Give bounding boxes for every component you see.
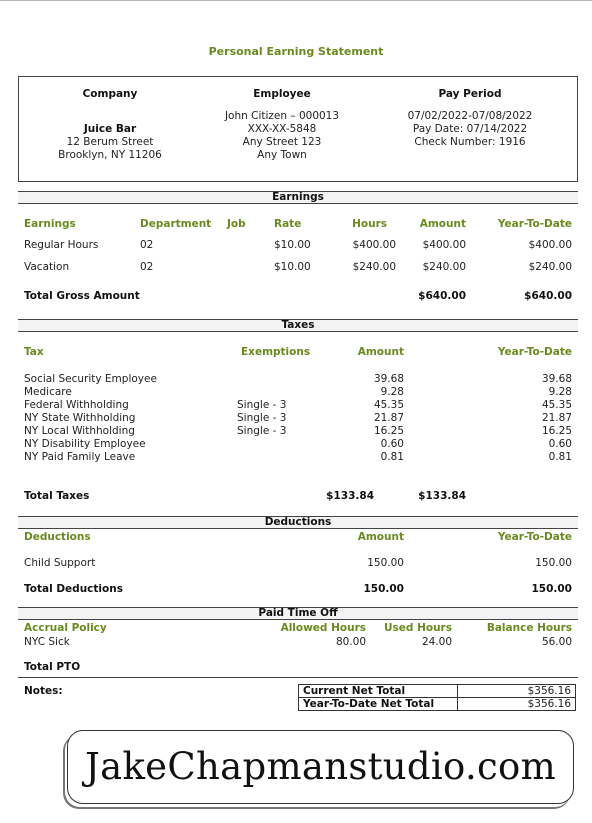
tax-ytd: 16.25 bbox=[541, 425, 572, 437]
total-pto-label: Total PTO bbox=[24, 661, 81, 673]
earnings-col-job: Job bbox=[227, 218, 246, 230]
company-address-line1: 12 Berum Street bbox=[66, 136, 154, 148]
pto-allowed: 80.00 bbox=[335, 636, 366, 648]
tax-exemptions: Single - 3 bbox=[237, 412, 287, 424]
total-gross-label: Total Gross Amount bbox=[24, 290, 140, 302]
tax-name: NY Local Withholding bbox=[24, 425, 135, 437]
tax-amount: 16.25 bbox=[373, 425, 404, 437]
tax-ytd: 21.87 bbox=[541, 412, 572, 424]
tax-amount: 9.28 bbox=[380, 386, 404, 398]
earnings-amount: $240.00 bbox=[422, 261, 466, 273]
earnings-amount: $400.00 bbox=[422, 239, 466, 251]
earnings-name: Vacation bbox=[24, 261, 70, 273]
tax-name: Federal Withholding bbox=[24, 399, 129, 411]
earnings-name: Regular Hours bbox=[24, 239, 99, 251]
tax-ytd: 0.60 bbox=[548, 438, 572, 450]
earnings-department: 02 bbox=[140, 261, 154, 273]
pto-bottom-rule bbox=[18, 677, 578, 678]
taxes-col-tax: Tax bbox=[24, 346, 44, 358]
employee-ssn: XXX-XX-5848 bbox=[247, 123, 317, 135]
net-total-table bbox=[298, 684, 576, 711]
deductions-col-ytd: Year-To-Date bbox=[497, 531, 572, 543]
total-deductions-ytd: 150.00 bbox=[531, 583, 572, 595]
notes-label: Notes: bbox=[24, 685, 63, 697]
employee-label: Employee bbox=[253, 88, 311, 100]
statement-title: Personal Earning Statement bbox=[208, 45, 384, 58]
employee-address-line2: Any Town bbox=[257, 149, 307, 161]
net-current-row bbox=[299, 685, 576, 698]
tax-ytd: 0.81 bbox=[548, 451, 572, 463]
pto-policy-name: NYC Sick bbox=[24, 636, 70, 648]
net-ytd-label: Year-To-Date Net Total bbox=[299, 698, 458, 711]
tax-ytd: 39.68 bbox=[541, 373, 572, 385]
total-taxes-label: Total Taxes bbox=[24, 490, 90, 502]
company-name: Juice Bar bbox=[83, 123, 137, 135]
earnings-rate: $10.00 bbox=[274, 239, 311, 251]
earnings-ytd: $240.00 bbox=[528, 261, 572, 273]
pay-period-range: 07/02/2022-07/08/2022 bbox=[407, 110, 533, 122]
deduction-amount: 150.00 bbox=[367, 557, 404, 569]
tax-name: NY State Withholding bbox=[24, 412, 136, 424]
tax-exemptions: Single - 3 bbox=[237, 425, 287, 437]
pay-period-label: Pay Period bbox=[438, 88, 502, 100]
company-address-line2: Brooklyn, NY 11206 bbox=[58, 149, 162, 161]
earnings-col-hours: Hours bbox=[352, 218, 387, 230]
total-gross-amount: $640.00 bbox=[418, 290, 466, 302]
taxes-col-exemptions: Exemptions bbox=[241, 346, 311, 358]
total-taxes-ytd: $133.84 bbox=[418, 490, 466, 502]
taxes-section-bar: Taxes bbox=[18, 319, 578, 332]
pto-col-allowed: Allowed Hours bbox=[280, 622, 366, 634]
net-ytd-row bbox=[299, 698, 576, 711]
tax-name: NY Paid Family Leave bbox=[24, 451, 136, 463]
tax-amount: 0.81 bbox=[380, 451, 404, 463]
pto-col-balance: Balance Hours bbox=[486, 622, 572, 634]
total-deductions-amount: 150.00 bbox=[363, 583, 404, 595]
pto-balance: 56.00 bbox=[541, 636, 572, 648]
earnings-ytd: $400.00 bbox=[528, 239, 572, 251]
tax-ytd: 9.28 bbox=[548, 386, 572, 398]
net-current-value: $356.16 bbox=[458, 685, 576, 698]
pto-col-used: Used Hours bbox=[384, 622, 452, 634]
tax-ytd: 45.35 bbox=[541, 399, 572, 411]
deductions-col-name: Deductions bbox=[24, 531, 91, 543]
tax-name: Social Security Employee bbox=[24, 373, 157, 385]
total-taxes-amount: $133.84 bbox=[326, 490, 374, 502]
net-ytd-value: $356.16 bbox=[458, 698, 576, 711]
employee-name: John Citizen – 000013 bbox=[224, 110, 340, 122]
taxes-col-amount: Amount bbox=[357, 346, 404, 358]
earnings-department: 02 bbox=[140, 239, 154, 251]
watermark-text: JakeChapmanstudio.com bbox=[84, 745, 557, 788]
earnings-hours: $400.00 bbox=[352, 239, 396, 251]
total-deductions-label: Total Deductions bbox=[24, 583, 123, 595]
earnings-col-rate: Rate bbox=[274, 218, 302, 230]
earnings-col-amount: Amount bbox=[419, 218, 466, 230]
deduction-name: Child Support bbox=[24, 557, 96, 569]
tax-name: NY Disability Employee bbox=[24, 438, 146, 450]
tax-amount: 21.87 bbox=[373, 412, 404, 424]
pto-col-policy: Accrual Policy bbox=[24, 622, 107, 634]
deductions-section-bar: Deductions bbox=[18, 516, 578, 529]
earnings-col-ytd: Year-To-Date bbox=[497, 218, 572, 230]
company-label: Company bbox=[82, 88, 138, 100]
earnings-hours: $240.00 bbox=[352, 261, 396, 273]
total-gross-ytd: $640.00 bbox=[524, 290, 572, 302]
tax-amount: 39.68 bbox=[373, 373, 404, 385]
pay-date: Pay Date: 07/14/2022 bbox=[412, 123, 528, 135]
deduction-ytd: 150.00 bbox=[535, 557, 572, 569]
top-rule bbox=[0, 0, 592, 1]
watermark-banner bbox=[67, 730, 574, 804]
earnings-col-department: Department bbox=[140, 218, 212, 230]
earnings-rate: $10.00 bbox=[274, 261, 311, 273]
taxes-col-ytd: Year-To-Date bbox=[497, 346, 572, 358]
deductions-col-amount: Amount bbox=[357, 531, 404, 543]
tax-amount: 45.35 bbox=[373, 399, 404, 411]
tax-name: Medicare bbox=[24, 386, 72, 398]
net-current-label: Current Net Total bbox=[299, 685, 458, 698]
check-number: Check Number: 1916 bbox=[414, 136, 526, 148]
earnings-section-bar: Earnings bbox=[18, 191, 578, 204]
pto-section-bar: Paid Time Off bbox=[18, 607, 578, 620]
tax-exemptions: Single - 3 bbox=[237, 399, 287, 411]
earnings-col-earnings: Earnings bbox=[24, 218, 76, 230]
tax-amount: 0.60 bbox=[380, 438, 404, 450]
employee-address-line1: Any Street 123 bbox=[242, 136, 322, 148]
pto-used: 24.00 bbox=[421, 636, 452, 648]
